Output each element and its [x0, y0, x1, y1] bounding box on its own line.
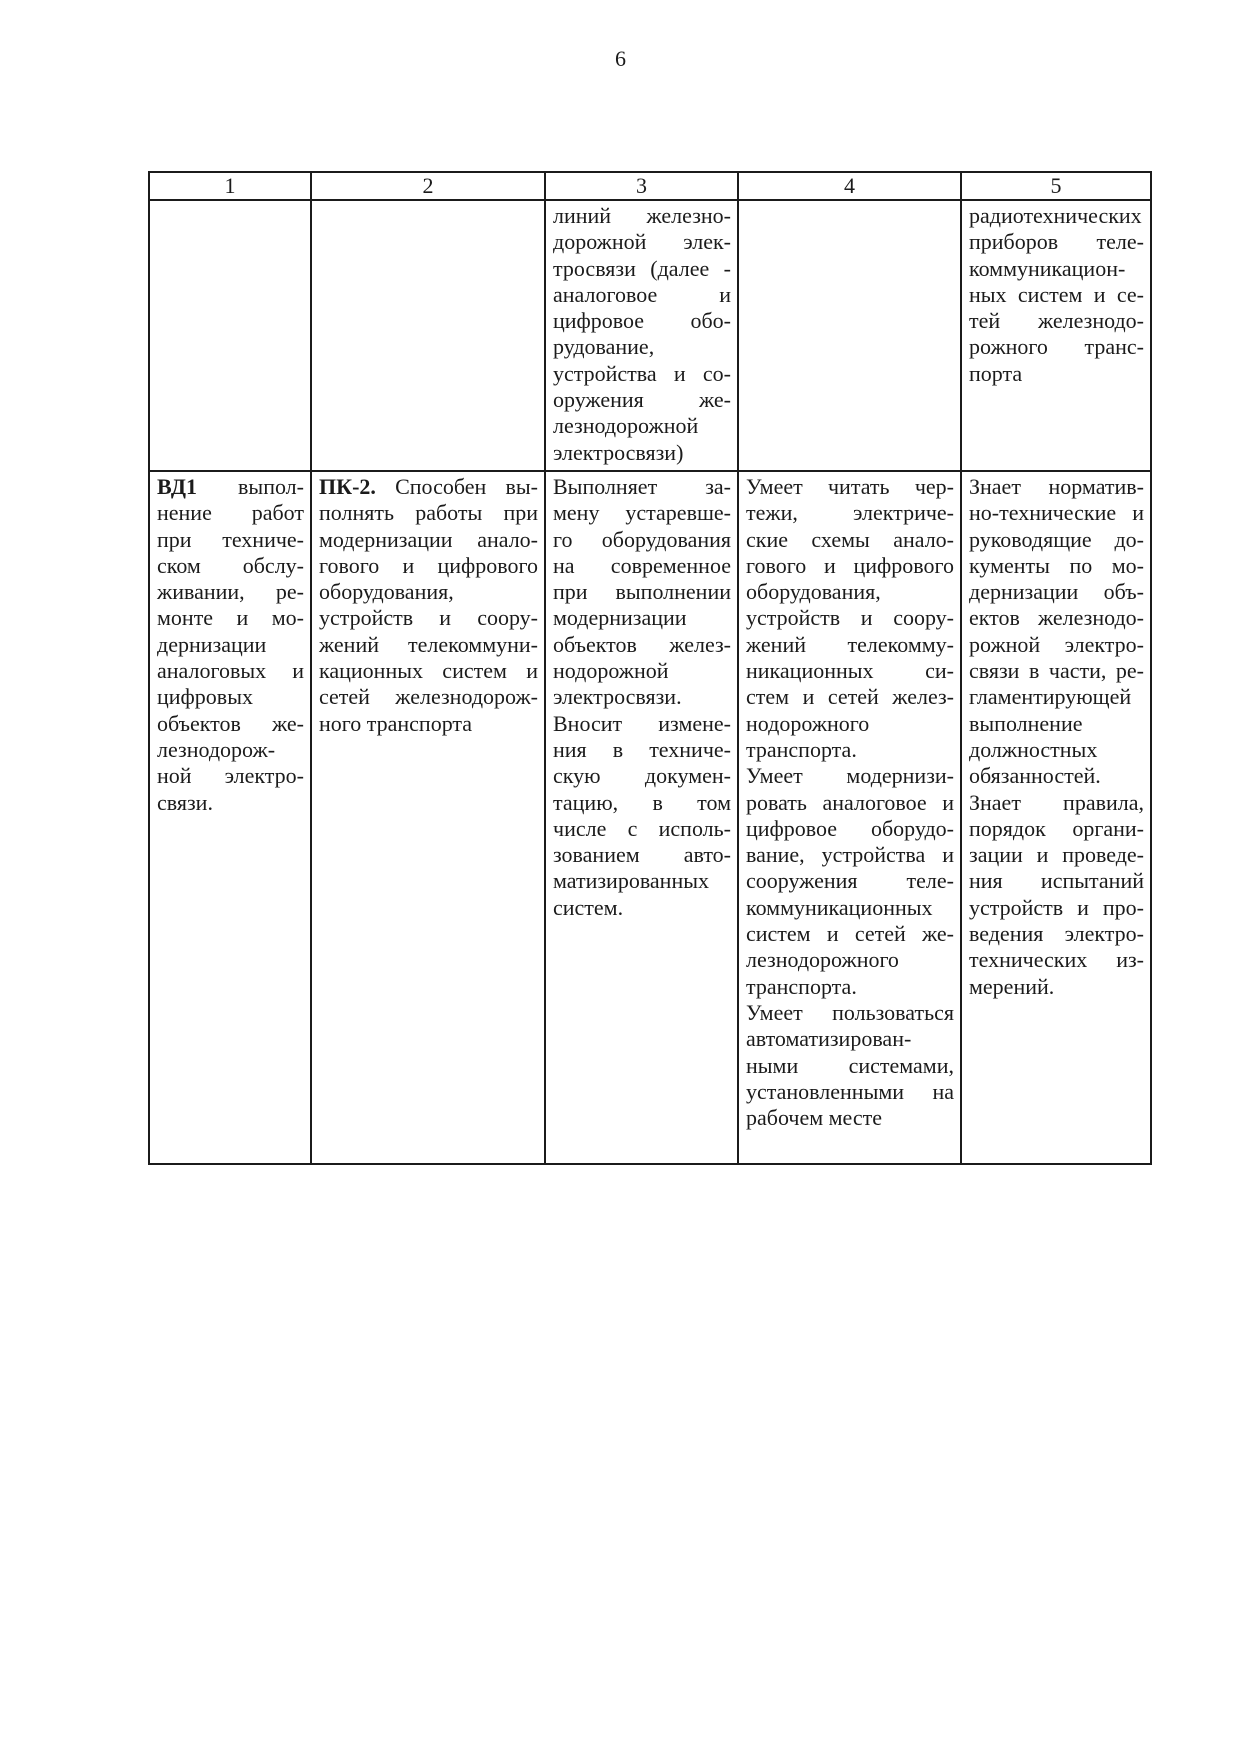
text-line: систем и сетей же-	[746, 921, 954, 947]
text-line: нодорожной	[553, 658, 669, 684]
text-line: ВД1 выпол-	[157, 473, 304, 499]
text-line: мерений.	[969, 973, 1055, 999]
table-body	[149, 200, 1151, 1164]
text-line: объектов желез-	[553, 631, 731, 657]
text-line: цифровое оборудо-	[746, 815, 954, 841]
text-line: ские схемы анало-	[746, 526, 954, 552]
text-line: дернизации	[157, 631, 267, 657]
text-line: коммуникационных	[746, 894, 933, 920]
text-line: го оборудования	[553, 526, 731, 552]
text-line: рабочем месте	[746, 1105, 883, 1131]
text-line: оборудования,	[319, 579, 454, 605]
text-line: матизированных	[553, 868, 710, 894]
table-cell	[545, 200, 738, 471]
text-line: электросвязи)	[553, 439, 684, 465]
text-line: лезнодорожной	[553, 413, 699, 439]
text-line: ния испытаний	[969, 868, 1144, 894]
text-line: зации и проведе-	[969, 842, 1144, 868]
column-header-3: 3	[545, 172, 738, 200]
text-line: лезнодорож-	[157, 736, 276, 762]
text-line: систем.	[553, 894, 624, 920]
text-line: зованием авто-	[553, 842, 731, 868]
text-line: радиотехнических	[969, 203, 1142, 228]
text-line: коммуникацион-	[969, 255, 1126, 281]
text-line: скую докумен-	[553, 763, 731, 789]
text-line: ния в техниче-	[553, 736, 731, 762]
table-cell	[738, 471, 961, 1164]
text-line: ектов железнодо-	[969, 605, 1144, 631]
text-line: должностных	[969, 736, 1098, 762]
text-line: гового и цифрового	[746, 552, 954, 578]
table-cell	[961, 200, 1151, 471]
text-line: при выполнении	[553, 579, 731, 605]
text-line: сетей железнодорож-	[319, 684, 538, 710]
table-cell	[961, 471, 1151, 1164]
text-line: живании, ре-	[157, 579, 304, 605]
column-header-4: 4	[738, 172, 961, 200]
text-line: модернизации анало-	[319, 526, 538, 552]
text-line: ной электро-	[157, 763, 304, 789]
text-line: обязанностей.	[969, 763, 1101, 789]
text-line: нение работ	[157, 500, 304, 526]
text-line: жений телекоммуни-	[319, 631, 538, 657]
text-line: числе с исполь-	[553, 815, 731, 841]
bold-code-label: ВД1	[157, 473, 197, 499]
text-line: объектов же-	[157, 710, 304, 736]
text-line: мену устаревше-	[553, 500, 731, 526]
column-header-1: 1	[149, 172, 311, 200]
text-line: гламентирующей	[969, 684, 1132, 710]
text-line: Умеет модернизи-	[746, 763, 954, 789]
text-line: тацию, в том	[553, 789, 731, 815]
text-line: выполнение	[969, 710, 1083, 736]
text-line: аналоговых и	[157, 658, 304, 684]
text-line: транспорта.	[746, 736, 857, 762]
text-line: сооружения теле-	[746, 868, 954, 894]
text-line: гового и цифрового	[319, 552, 538, 578]
text-line: но-технические и	[969, 500, 1144, 526]
text-line: технических из-	[969, 947, 1144, 973]
text-line: ных систем и се-	[969, 281, 1144, 307]
text-line: связи.	[157, 789, 213, 815]
competency-table	[148, 171, 1152, 1165]
text-line: стем и сетей желез-	[746, 684, 954, 710]
text-line: ными системами,	[746, 1052, 954, 1078]
table-cell	[311, 200, 545, 471]
text-line: цифровых	[157, 684, 253, 710]
text-line: оружения же-	[553, 387, 731, 413]
text-line: кументы по мо-	[969, 552, 1144, 578]
text-line: приборов теле-	[969, 229, 1144, 255]
text-line: дорожной элек-	[553, 229, 731, 255]
text-line: устройств и соору-	[319, 605, 538, 631]
text-line: дернизации объ-	[969, 579, 1144, 605]
text-line: устройств и соору-	[746, 605, 954, 631]
table-cell	[149, 471, 311, 1164]
text-line: жений телекомму-	[746, 631, 954, 657]
text-line: Вносит измене-	[553, 710, 731, 736]
table-row	[149, 471, 1151, 1164]
text-line: ведения электро-	[969, 921, 1144, 947]
text-line: рожного транс-	[969, 334, 1144, 360]
text-line: руководящие до-	[969, 526, 1144, 552]
text-line: Умеет читать чер-	[746, 473, 954, 499]
text-line: порта	[969, 360, 1023, 386]
text-line: автоматизирован-	[746, 1026, 912, 1052]
text-line: Умеет пользоваться	[746, 999, 954, 1025]
text-line: цифровое обо-	[553, 308, 731, 334]
text-line: тей железнодо-	[969, 308, 1144, 334]
text-line: ском обслу-	[157, 552, 304, 578]
text-line: порядок органи-	[969, 815, 1144, 841]
text-line: монте и мо-	[157, 605, 304, 631]
text-line: модернизации	[553, 605, 687, 631]
text-line: Выполняет за-	[553, 473, 731, 499]
text-line: лезнодорожного	[746, 947, 899, 973]
text-line: рожной электро-	[969, 631, 1144, 657]
text-line: кационных систем и	[319, 658, 538, 684]
text-line: линий железно-	[553, 203, 731, 228]
header-row	[149, 172, 1151, 200]
table-cell	[311, 471, 545, 1164]
text-line: рудование,	[553, 334, 655, 360]
text-line: на современное	[553, 552, 731, 578]
text-line: ровать аналоговое и	[746, 789, 954, 815]
text-line: полнять работы при	[319, 500, 538, 526]
table-cell	[738, 200, 961, 471]
text-line: Знает норматив-	[969, 473, 1144, 499]
text-line: тежи, электриче-	[746, 500, 954, 526]
text-line: Знает правила,	[969, 789, 1144, 815]
column-header-5: 5	[961, 172, 1151, 200]
text-line: транспорта.	[746, 973, 857, 999]
text-line: тросвязи (далее -	[553, 255, 731, 281]
text-line: связи в части, ре-	[969, 658, 1144, 684]
text-line: устройств и про-	[969, 894, 1144, 920]
table-header	[149, 172, 1151, 200]
text-line: оборудования,	[746, 579, 881, 605]
bold-code-label: ПК-2.	[319, 473, 376, 499]
text-line: ного транспорта	[319, 710, 473, 736]
page-number: 6	[615, 46, 626, 71]
text-line: при техниче-	[157, 526, 304, 552]
text-line: электросвязи.	[553, 684, 682, 710]
table-cell	[545, 471, 738, 1164]
column-header-2: 2	[311, 172, 545, 200]
text-line: установленными на	[746, 1078, 954, 1104]
text-line: вание, устройства и	[746, 842, 954, 868]
text-line: аналоговое и	[553, 281, 731, 307]
text-line: нодорожного	[746, 710, 870, 736]
text-line: никационных си-	[746, 658, 954, 684]
table-cell	[149, 200, 311, 471]
text-line: устройства и со-	[553, 360, 731, 386]
table-row	[149, 200, 1151, 471]
text-line: ПК-2. Способен вы-	[319, 473, 538, 499]
